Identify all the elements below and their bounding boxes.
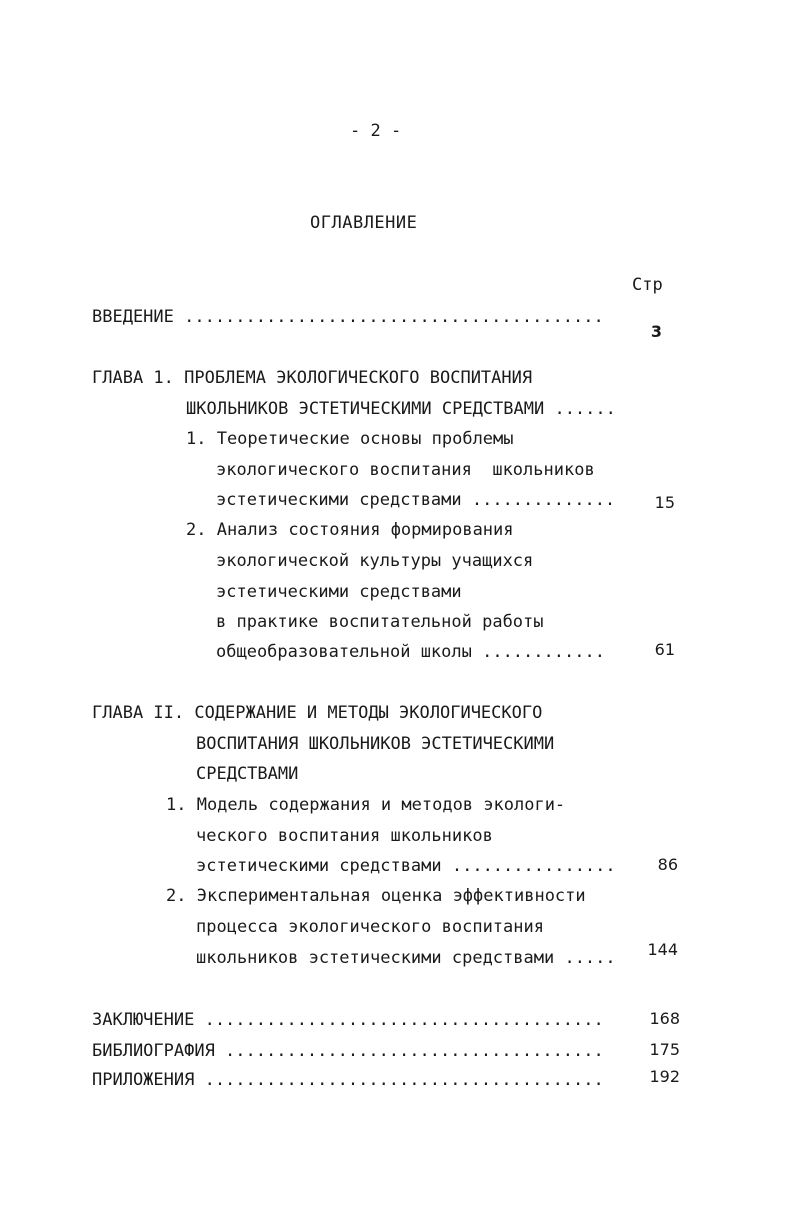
toc-page-conclusion: 168 <box>649 1009 680 1028</box>
chapter2-section1-line1: 1. Модель содержания и методов экологи- <box>166 795 566 815</box>
chapter2-section2-line1: 2. Экспериментальная оценка эффективности <box>166 886 586 906</box>
chapter1-section2-line4: в практике воспитательной работы <box>216 612 544 632</box>
toc-page-ch2-s1: 86 <box>657 855 678 874</box>
chapter1-title-line2: ШКОЛЬНИКОВ ЭСТЕТИЧЕСКИМИ СРЕДСТВАМИ ...... <box>186 399 616 419</box>
chapter2-title-line1: ГЛАВА II. СОДЕРЖАНИЕ И МЕТОДЫ ЭКОЛОГИЧЕСКОГО <box>92 703 543 723</box>
chapter1-section2-line2: экологической культуры учащихся <box>216 551 534 571</box>
toc-entry-bibliography: БИБЛИОГРАФИЯ ..................................... <box>92 1041 604 1061</box>
toc-entry-intro: ВВЕДЕНИЕ ......................................... <box>92 307 604 327</box>
chapter1-section1-line2: экологического воспитания школьников <box>216 460 595 480</box>
toc-page-ch2-s2: 144 <box>647 940 678 959</box>
chapter1-section2-line3: эстетическими средствами <box>216 582 462 602</box>
toc-entry-appendices: ПРИЛОЖЕНИЯ ....................................... <box>92 1070 604 1090</box>
toc-page-ch1-s2: 61 <box>654 640 675 659</box>
chapter1-section2-line5: общеобразовательной школы ............ <box>216 642 605 662</box>
toc-page-intro: 3 <box>650 322 662 341</box>
chapter2-title-line2: ВОСПИТАНИЯ ШКОЛЬНИКОВ ЭСТЕТИЧЕСКИМИ <box>196 734 555 754</box>
toc-entry-conclusion: ЗАКЛЮЧЕНИЕ ....................................... <box>92 1010 604 1030</box>
toc-page-appendices: 192 <box>649 1067 680 1086</box>
page-column-label: Стр <box>632 275 663 295</box>
chapter1-title-line1: ГЛАВА 1. ПРОБЛЕМА ЭКОЛОГИЧЕСКОГО ВОСПИТАНИЯ <box>92 368 533 388</box>
chapter2-section2-line3: школьников эстетическими средствами ..... <box>196 948 616 968</box>
toc-page-bibliography: 175 <box>649 1040 680 1059</box>
toc-heading: ОГЛАВЛЕНИЕ <box>310 213 418 233</box>
chapter2-section2-line2: процесса экологического воспитания <box>196 917 544 937</box>
chapter1-section1-line3: эстетическими средствами .............. <box>216 490 616 510</box>
page-number: - 2 - <box>350 121 402 141</box>
chapter2-section1-line2: ческого воспитания школьников <box>196 826 493 846</box>
toc-page-ch1-s1: 15 <box>654 493 675 512</box>
chapter1-section2-line1: 2. Анализ состояния формирования <box>186 520 514 540</box>
chapter1-section1-line1: 1. Теоретические основы проблемы <box>186 429 514 449</box>
chapter2-title-line3: СРЕДСТВАМИ <box>196 764 299 784</box>
chapter2-section1-line3: эстетическими средствами ................ <box>196 856 616 876</box>
